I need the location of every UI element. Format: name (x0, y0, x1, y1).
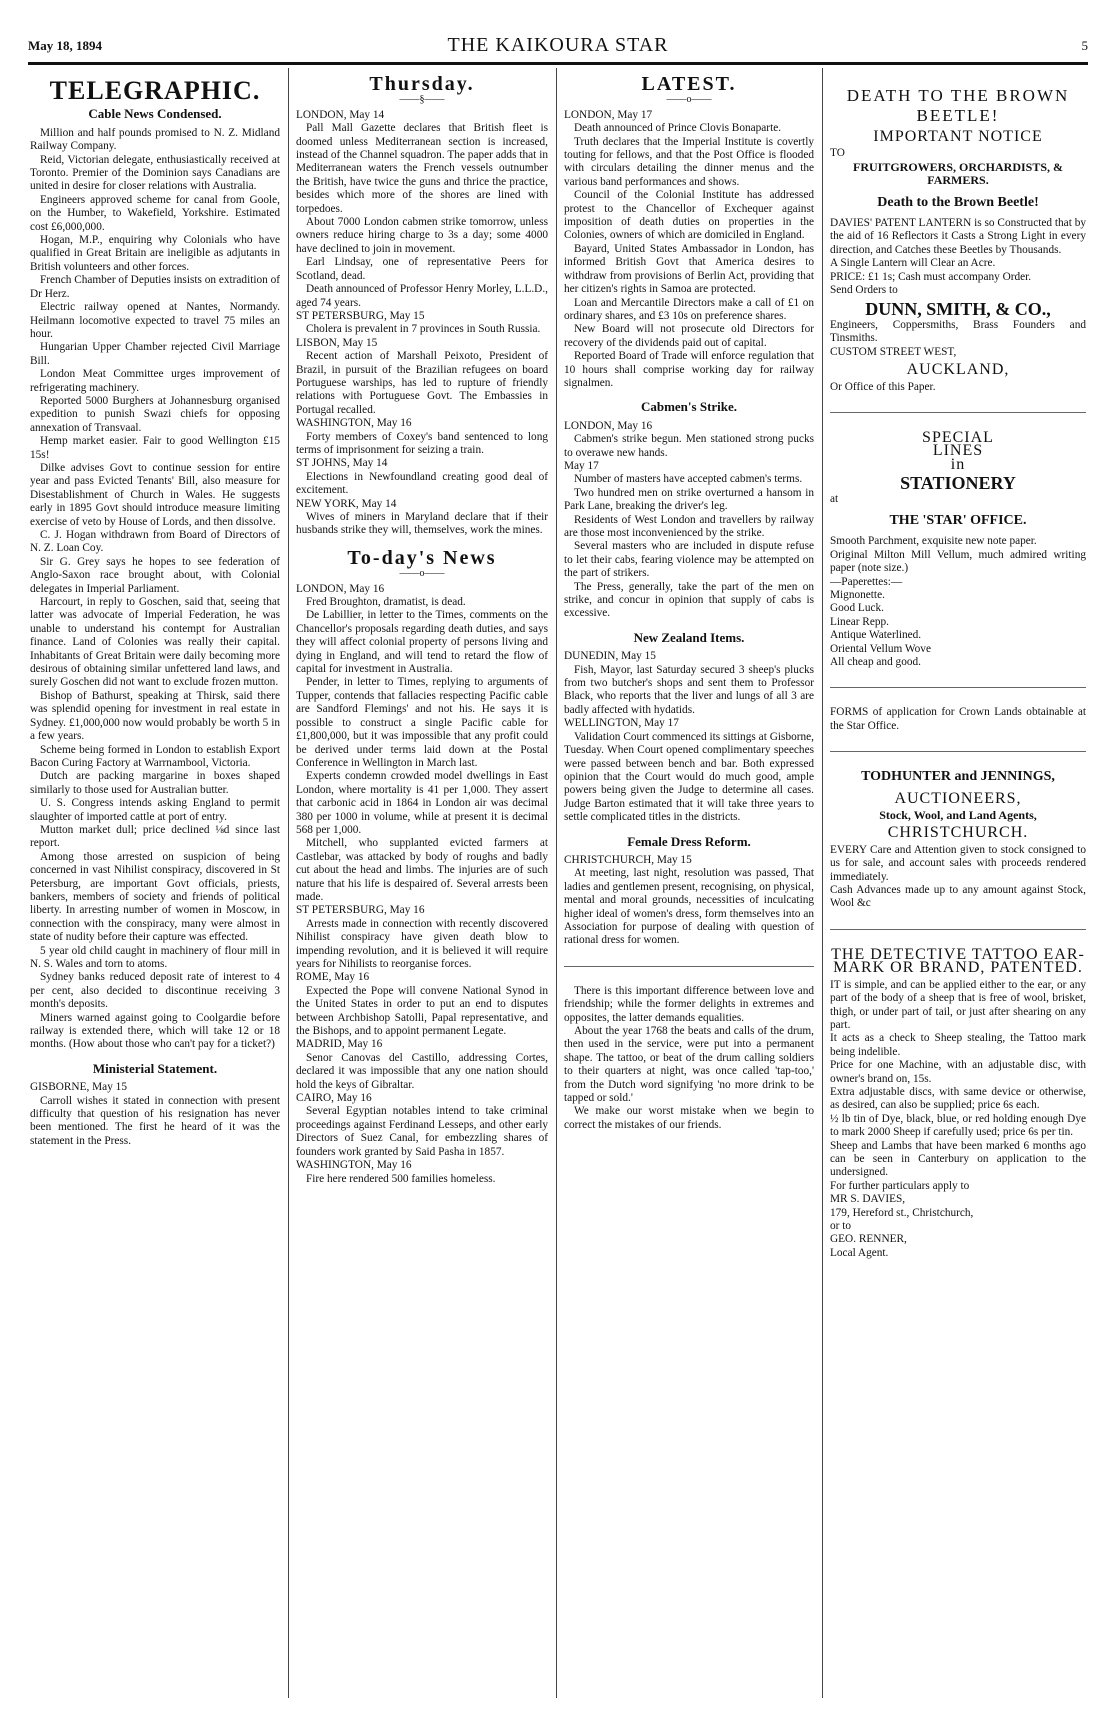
ad-star-office: THE 'STAR' OFFICE. (889, 512, 1027, 528)
ad-text: Engineers, Coppersmiths, Brass Founders and Tinsmiths. (830, 318, 1086, 345)
masthead (28, 34, 1088, 64)
news-paragraph: Forty members of Coxey's band sentenced to long terms of imprisonment for seizing a train. (296, 430, 548, 456)
news-paragraph: Bishop of Bathurst, speaking at Thirsk, said there was splendid opening for investment in real estate in Sydney. £1,000,000 now would probably be worth 5 in a few years. (30, 689, 280, 743)
news-paragraph: Death announced of Professor Henry Morley, L.L.D., aged 74 years. (296, 283, 548, 309)
column-latest (564, 72, 814, 1702)
ad-title: DEATH TO THE BROWN BEETLE! (846, 86, 1070, 125)
news-paragraph: Loan and Mercantile Directors make a call of £1 on ordinary shares, and £3 10s on preference shares. (564, 296, 814, 322)
ad-text: EVERY Care and Attention given to stock consigned to us for sale, and account sales with proceeds rendered immediately. (830, 843, 1086, 883)
news-paragraph: Several Egyptian notables intend to take criminal proceedings against Ferdinand Lesseps, and other early Directors of Suez Canal, for embezzling shares of founders work granted by Said Pasha in 1857. (296, 1105, 548, 1158)
news-paragraph: Harcourt, in reply to Goschen, said that, seeing that latter was advocate of Imperial Federation, he was unable to understand his contempt for Australian finance. Land of Colonies was really their capital. Inhabitants of Great Britain were daily becoming more desirous of obtaining similar unfettered land laws, and surely Goschen did not want to exclude frozen mutton. (30, 596, 280, 689)
newspaper-title: THE KAIKOURA STAR (447, 34, 669, 56)
news-paragraph: Carroll wishes it stated in connection with present difficulty that question of his resignation has never been mentioned. The first he heard of it was the statement in the Press. (30, 1094, 280, 1147)
news-paragraph: There is this important difference between love and friendship; while the former delights in extremes and opposites, the latter demands equalities. (564, 984, 814, 1024)
news-paragraph: Earl Lindsay, one of representative Peers for Scotland, dead. (296, 256, 548, 282)
ad-agents: Stock, Wool, and Land Agents, (879, 808, 1037, 823)
dateline: WASHINGTON, May 16 (296, 1159, 412, 1172)
news-paragraph: Miners warned against going to Coolgardie before railway is extended there, which will take 12 or 18 months. (How about those who can't pay for a ticket?) (30, 1011, 280, 1051)
dateline: MADRID, May 16 (296, 1038, 383, 1051)
news-paragraph: Council of the Colonial Institute has addressed protest to the Chancellor of Exchequer against imposition of death duties on properties in the Colonies, owners of which are domiciled in England. (564, 189, 814, 242)
news-paragraph: Arrests made in connection with recently discovered Nihilist conspiracy have given death blow to impending revolution, and it is believed it will require years for Nihilists to reorganise forces. (296, 917, 548, 970)
news-paragraph: Hemp market easier. Fair to good Wellington £15 15s! (30, 435, 280, 461)
news-paragraph: Scheme being formed in London to establish Export Bacon Curing Factory at Warrnambool, Victoria. (30, 743, 280, 769)
section-heading: To-day's News (347, 546, 497, 569)
section-heading: TELEGRAPHIC. (49, 76, 261, 105)
news-paragraph: Reported Board of Trade will enforce regulation that 10 hours shall comprise working day for railway signalmen. (564, 350, 814, 389)
news-paragraph: We make our worst mistake when we begin to correct the mistakes of our friends. (564, 1105, 814, 1131)
dateline: LONDON, May 16 (564, 419, 653, 432)
dateline: CAIRO, May 16 (296, 1092, 372, 1105)
divider-rule (830, 929, 1086, 930)
ad-text: All cheap and good. (830, 656, 921, 668)
ad-text: For further particulars apply to (830, 1179, 970, 1192)
ad-text: 179, Hereford st., Christchurch, (830, 1206, 974, 1219)
column-divider (822, 68, 823, 1698)
page-number: 5 (1081, 38, 1088, 53)
dateline: WASHINGTON, May 16 (296, 417, 412, 430)
ad-text: Mignonette. (830, 588, 885, 601)
ad-text: TO (830, 147, 845, 160)
news-paragraph: Million and half pounds promised to N. Z. Midland Railway Company. (30, 126, 280, 153)
news-paragraph: Reported 5000 Burghers at Johannesburg organised expedition to punish Swazi chiefs for opposing annexation of Transvaal. (30, 394, 280, 434)
subheading: Cable News Condensed. (88, 106, 222, 122)
ad-text: Good Luck. (830, 602, 884, 615)
divider-rule (830, 751, 1086, 752)
ad-stationery-line: LINES (932, 442, 984, 460)
ad-text: at (830, 492, 839, 505)
issue-date: May 18, 1894 (28, 38, 103, 53)
ad-city: CHRISTCHURCH. (887, 824, 1029, 842)
news-paragraph: Senor Canovas del Castillo, addressing Cortes, declared it was impossible that any one nation should hold the keys of Gibraltar. (296, 1051, 548, 1091)
divider-rule (830, 687, 1086, 688)
column-divider (288, 68, 289, 1698)
ad-headline: Death to the Brown Beetle! (877, 194, 1039, 210)
news-paragraph: Mitchell, who supplanted evicted farmers at Castlebar, was attacked by body of roughs and badly cut about the head and limbs. The injuries are of such nature that his life is despaired of. Several arrests been made. (296, 837, 548, 903)
news-paragraph: Validation Court commenced its sittings at Gisborne, Tuesday. When Court opened complimentary speeches were passed between bench and bar. Both expressed opinion that the Court would do much good, ample powers being given the Judge to determine all cases. Judge Barton estimated that it will take three years to settle complicated titles in the districts. (564, 730, 814, 824)
news-paragraph: Bayard, United States Ambassador in London, has informed British Govt that America desires to withdraw from provisions of Berlin Act, providing that her citizen's rights in Samoa are protected. (564, 242, 814, 296)
news-paragraph: Fish, Mayor, last Saturday secured 3 sheep's plucks from two butcher's shops and sent them to Professor Black, who reports that the liver and lungs of all 3 are badly affected with hydatids. (564, 663, 814, 716)
news-paragraph: Pall Mall Gazette declares that British fleet is doomed unless Mediterranean section is increased, instead of the Channel squadron. The paper adds that in Mediterranean waters the French vessels outnumber the British, have twice the guns and thrice the practice, besides which more of the shores are lined with torpedoes. (296, 122, 548, 215)
ad-text: Extra adjustable discs, with same device or otherwise, as desired, can also be supplied; price 6s each. (830, 1085, 1086, 1112)
dateline: NEW YORK, May 14 (296, 497, 397, 510)
news-paragraph: U. S. Congress intends asking England to permit slaughter of imported cattle at port of entry. (30, 797, 280, 823)
news-paragraph: Death announced of Prince Clovis Bonaparte. (574, 122, 782, 135)
ad-firm: DUNN, SMITH, & CO., (865, 299, 1051, 320)
ad-stationery-line: SPECIAL (922, 428, 994, 446)
subheading: Female Dress Reform. (627, 833, 751, 849)
dateline: May 17 (564, 459, 599, 472)
ad-text: A Single Lantern will Clear an Acre. (830, 257, 996, 270)
ad-text: Sheep and Lambs that have been marked 6 months ago can be seen in Canterbury on application to the undersigned. (830, 1139, 1086, 1179)
dateline: GISBORNE, May 15 (30, 1081, 127, 1094)
dateline: ST JOHNS, May 14 (296, 457, 388, 470)
news-paragraph: About 7000 London cabmen strike tomorrow, unless owners reduce hiring charge to 3s a day; some 4000 have declined to join in movement. (296, 216, 548, 255)
dateline: CHRISTCHURCH, May 15 (564, 853, 692, 866)
dateline: WELLINGTON, May 17 (564, 717, 679, 730)
ad-text: Or Office of this Paper. (830, 380, 936, 393)
ornament: ——§—— (399, 94, 445, 106)
news-paragraph: London Meat Committee urges improvement of refrigerating machinery. (30, 368, 280, 394)
ornament: ——o—— (399, 568, 445, 580)
dateline: ROME, May 16 (296, 971, 370, 984)
ad-text: MR S. DAVIES, (830, 1193, 906, 1206)
ad-text: Original Milton Mill Vellum, much admired writing paper (note size.) (830, 548, 1086, 575)
ad-role: AUCTIONEERS, (894, 789, 1022, 807)
subheading: New Zealand Items. (633, 629, 745, 645)
news-paragraph: C. J. Hogan withdrawn from Board of Directors of N. Z. Loan Coy. (30, 529, 280, 555)
subheading: Ministerial Statement. (92, 1060, 218, 1076)
news-paragraph: Recent action of Marshall Peixoto, President of Brazil, in pursuit of the Brazilian refugees on board Portuguese warships, has led to rupture of friendly relations with Portuguese Govt. The Embassies in Portugal recalled. (296, 350, 548, 416)
dateline: ST PETERSBURG, May 15 (296, 309, 425, 322)
news-paragraph: Dutch are packing margarine in boxes shaped similarly to those used for Australian butter. (30, 770, 280, 796)
news-paragraph: Fire here rendered 500 families homeless. (306, 1172, 496, 1185)
ad-text: Oriental Vellum Wove (830, 642, 931, 655)
ad-stationery-heading: STATIONERY (900, 473, 1016, 494)
ad-text: GEO. RENNER, (830, 1233, 907, 1246)
ad-text: Price for one Machine, with an adjustable disc, with owner's brand on, 15s. (830, 1059, 1086, 1085)
ad-text: PRICE: £1 1s; Cash must accompany Order. (830, 270, 1032, 283)
ad-text: FORMS of application for Crown Lands obtainable at the Star Office. (830, 706, 1086, 732)
ad-text: ½ lb tin of Dye, black, blue, or red holding enough Dye to mark 2000 Sheep if carefully used; price 6s per tin. (830, 1112, 1086, 1139)
masthead-rule (28, 62, 1088, 65)
ad-audience: FRUITGROWERS, ORCHARDISTS, & FARMERS. (852, 159, 1064, 188)
news-paragraph: French Chamber of Deputies insists on extradition of Dr Herz. (30, 274, 280, 300)
ad-stationery-line: in (950, 455, 966, 473)
news-paragraph: Two hundred men on strike overturned a hansom in Park Lane, breaking the driver's leg. (564, 486, 814, 513)
dateline: LONDON, May 17 (564, 108, 653, 121)
ad-text: DAVIES' PATENT LANTERN is so Constructed that by the aid of 16 Reflectors it Casts a Strong Light in every direction, and Catches these Beetles by Thousands. (830, 217, 1086, 256)
ad-text: Local Agent. (830, 1246, 889, 1259)
ad-text: Cash Advances made up to any amount against Stock, Wool &c (830, 884, 1086, 910)
ad-text: Send Orders to (830, 284, 898, 297)
news-paragraph: Cabmen's strike begun. Men stationed strong pucks to overawe new hands. (564, 433, 814, 459)
news-paragraph: New Board will not prosecute old Directors for recovery of the dividends paid out of capital. (564, 323, 814, 349)
news-paragraph: Wives of miners in Maryland declare that if their husbands strike they will, themselves, work the mines. (296, 511, 548, 537)
news-paragraph: Experts condemn crowded model dwellings in East London, where mortality is 41 per 1,000. They assert that carbonic acid in 1864 in London air was decimal 380 per 1000 in volume, while at present it is decimal 568 per 1,000. (296, 770, 548, 836)
news-paragraph: Among those arrested on suspicion of being concerned in vast Nihilist conspiracy, discovered in St Petersburg, are important Govt officials, priests, bankers, members of society and friends of political liberty. In arresting number of women in Moscow, in connection with the conspiracy, many were almost in state of nudity before their capture was effected. (30, 850, 280, 944)
news-paragraph: Fred Broughton, dramatist, is dead. (306, 596, 466, 609)
dateline: LONDON, May 14 (296, 108, 385, 121)
news-paragraph: Reid, Victorian delegate, enthusiastically received at Toronto. Premier of the Dominion says Canadians are united in desire for closer relations with Australia. (30, 153, 280, 193)
divider-rule (564, 966, 814, 967)
ad-title: THE DETECTIVE TATTOO EAR-MARK OR BRAND, PATENTED. (831, 945, 1085, 977)
news-paragraph: Pender, in letter to Times, replying to arguments of Tupper, contends that fallacies respecting Pacific cable are Sandford Flemings' and not his. He says it is possible to construct a single Pacific cable for £1,800,000, but it was impossible that any profit could be derived under terms laid down at the Postal Conference in Wellington in March last. (296, 676, 548, 769)
section-heading: LATEST. (641, 73, 737, 95)
column-advertisements (830, 72, 1086, 1702)
news-paragraph: Residents of West London and travellers by railway are those most inconvenienced by the strike. (564, 513, 814, 539)
ad-firm: TODHUNTER and JENNINGS, (861, 769, 1055, 785)
ad-text: Smooth Parchment, exquisite new note paper. (830, 535, 1037, 548)
news-paragraph: Number of masters have accepted cabmen's terms. (574, 473, 803, 486)
ad-text: or to (830, 1220, 852, 1232)
news-paragraph: De Labillier, in letter to the Times, comments on the Chancellor's proposals regarding death duties, and says they will affect colonial property of persons living and dying in England, and will tend to retard the flow of capital for investment in Australia. (296, 609, 548, 676)
news-paragraph: Cholera is prevalent in 7 provinces in South Russia. (306, 323, 541, 336)
news-paragraph: 5 year old child caught in machinery of flour mill in N. S. Wales and torn to atoms. (30, 944, 280, 970)
dateline: LONDON, May 16 (296, 582, 385, 595)
ad-city: AUCKLAND, (906, 361, 1010, 379)
news-paragraph: About the year 1768 the beats and calls of the drum, then used in the service, were put into a permanent shape. The tattoo, or beat of the drum calling soldiers to their quarters at night, was once called 'tap-too,' from the Dutch word signifying 'no more drink to be tapped or sold.' (564, 1025, 814, 1105)
column-divider (556, 68, 557, 1698)
dateline: ST PETERSBURG, May 16 (296, 904, 425, 917)
news-paragraph: Several masters who are included in dispute refuse to let their cabs, fearing violence may be attempted on the part of strikers. (564, 540, 814, 580)
ad-text: —Paperettes:— (830, 575, 903, 588)
news-paragraph: Sydney banks reduced deposit rate of interest to 4 per cent, also decided to discontinue receiving 3 month's deposits. (30, 971, 280, 1011)
ad-text: It acts as a check to Sheep stealing, the Tattoo mark being indelible. (830, 1032, 1086, 1058)
news-paragraph: Sir G. Grey says he hopes to see federation of Anglo-Saxon race brought about, with Colonial delegates in Imperial Parliament. (30, 555, 280, 595)
news-paragraph: Hogan, M.P., enquiring why Colonials who have qualified in Great Britain are ineligible as adjutants in British volunteers and other forces. (30, 234, 280, 273)
news-paragraph: Dilke advises Govt to continue session for entire year and pass Evicted Tenants' Bill, also measure for Disestablishment of Church in Wales. He suggests early in 1895 Govt should introduce measure limiting exercise of veto by House of Lords, and then dissolve. (30, 461, 280, 528)
news-paragraph: At meeting, last night, resolution was passed, That ladies and gentlemen present, recognising, on physical, mental and moral grounds, necessities of inculcating higher ideal of women's dress, form themselves into an Association for purpose of dealing with question of rational dress for women. (564, 867, 814, 947)
news-paragraph: Hungarian Upper Chamber rejected Civil Marriage Bill. (30, 341, 280, 367)
news-paragraph: Truth declares that the Imperial Institute is covertly touting for fellows, and that the Post Office is flooded with circulars detailing the dinner menus and the various band performances and shows. (564, 135, 814, 188)
news-paragraph: Mutton market dull; price declined ⅛d since last report. (30, 823, 280, 850)
divider-rule (830, 412, 1086, 413)
dateline: DUNEDIN, May 15 (564, 650, 656, 663)
ad-text: Antique Waterlined. (830, 629, 922, 642)
news-paragraph: Engineers approved scheme for canal from Goole, on the Humber, to Wakefield, Yorkshire. Estimated cost £6,000,000. (30, 193, 280, 233)
ad-text: IT is simple, and can be applied either to the ear, or any part of the body of a sheep that is free of wool, brisket, thigh, or under part of tail, or just after shearing on any part. (830, 978, 1086, 1031)
section-heading: Thursday. (369, 73, 475, 95)
column-thursday (296, 72, 548, 1702)
ornament: ——o—— (666, 94, 712, 106)
subheading: Cabmen's Strike. (640, 399, 738, 415)
dateline: LISBON, May 15 (296, 336, 378, 349)
ad-text: CUSTOM STREET WEST, (830, 345, 957, 358)
column-telegraphic (30, 72, 280, 1702)
news-paragraph: Expected the Pope will convene National Synod in the United States in order to put an end to disputes between Archbishop Satolli, Papal representative, and the Bishops, and to appoint permanent Legate. (296, 984, 548, 1038)
ad-notice: IMPORTANT NOTICE (873, 128, 1043, 145)
ad-text: Linear Repp. (830, 615, 889, 628)
news-paragraph: Elections in Newfoundland creating good deal of excitement. (296, 470, 548, 497)
news-paragraph: The Press, generally, take the part of the men on strike, and concur in opinion that supply of cabs is excessive. (564, 580, 814, 620)
news-paragraph: Electric railway opened at Nantes, Normandy. Heilmann locomotive expected to travel 75 miles an hour. (30, 301, 280, 340)
